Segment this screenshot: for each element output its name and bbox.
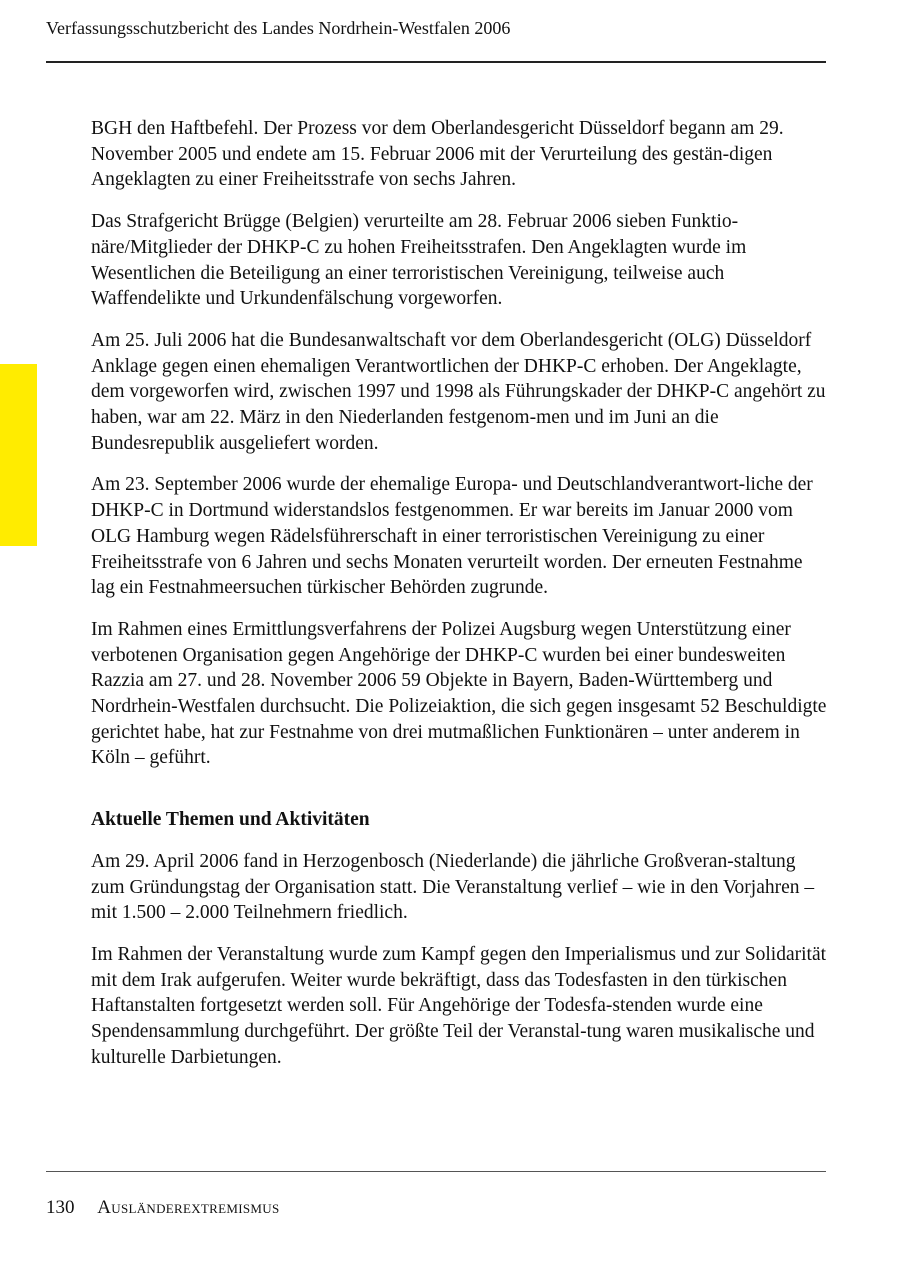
header-divider bbox=[46, 61, 826, 63]
page-footer bbox=[46, 1196, 826, 1220]
page-body bbox=[91, 116, 828, 1087]
section-heading: Aktuelle Themen und Aktivitäten bbox=[91, 809, 370, 831]
chapter-marker-tab bbox=[0, 364, 37, 546]
paragraph: BGH den Haftbefehl. Der Prozess vor dem Oberlandesgericht Düsseldorf begann am 29. November 2005 und endete am 15. Februar 2006 mit der Verurteilung des gestän-digen Angeklagten zu einer Freiheitsstrafe von sechs Jahren. bbox=[91, 118, 784, 191]
page-number: 130 bbox=[46, 1197, 75, 1218]
paragraph: Am 23. September 2006 wurde der ehemalige Europa- und Deutschlandverantwort-liche der DHKP-C in Dortmund widerstandslos festgenommen. Er war bereits im Januar 2000 vom OLG Hamburg wegen Rädelsführerschaft in einer terroristischen Vereinigung zu einer Freiheitsstrafe von 6 Jahren und sechs Monaten verurteilt worden. Der erneuten Festnahme lag ein Festnahmeersuchen türkischer Behörden zugrunde. bbox=[91, 474, 813, 599]
section-title: Ausländerextremismus bbox=[97, 1197, 280, 1218]
running-header: Verfassungsschutzbericht des Landes Nordrhein-Westfalen 2006 bbox=[46, 18, 511, 38]
paragraph: Im Rahmen eines Ermittlungsverfahrens der Polizei Augsburg wegen Unterstützung einer verbotenen Organisation gegen Angehörige der DHKP-C wurden bei einer bundesweiten Razzia am 27. und 28. November 2006 59 Objekte in Bayern, Baden-Württemberg und Nordrhein-Westfalen durchsucht. Die Polizeiaktion, die sich gegen insgesamt 52 Beschuldigte gerichtet habe, hat zur Festnahme von drei mutmaßlichen Funktionären – unter anderem in Köln – geführt. bbox=[91, 618, 827, 769]
paragraph: Am 29. April 2006 fand in Herzogenbosch (Niederlande) die jährliche Großveran-staltung zum Gründungstag der Organisation statt. Die Veranstaltung verlief – wie in den Vorjahren – mit 1.500 – 2.000 Teilnehmern friedlich. bbox=[91, 850, 815, 924]
footer-divider bbox=[46, 1171, 826, 1172]
paragraph: Am 25. Juli 2006 hat die Bundesanwaltschaft vor dem Oberlandesgericht (OLG) Düsseldorf Anklage gegen einen ehemaligen Verantwortlichen der DHKP-C erhoben. Der Angeklagte, dem vorgeworfen wird, zwischen 1997 und 1998 als Führungskader der DHKP-C angehört zu haben, war am 22. März in den Niederlanden festgenom-men und im Juni an die Bundesrepublik ausgeliefert worden. bbox=[91, 329, 826, 454]
paragraph: Das Strafgericht Brügge (Belgien) verurteilte am 28. Februar 2006 sieben Funktio-näre/Mitglieder der DHKP-C zu hohen Freiheitsstrafen. Den Angeklagten wurde im Wesentlichen die Beteiligung an einer terroristischen Vereinigung, teilweise auch Waffendelikte und Urkundenfälschung vorgeworfen. bbox=[91, 211, 747, 310]
paragraph: Im Rahmen der Veranstaltung wurde zum Kampf gegen den Imperialismus und zur Solidarität mit dem Irak aufgerufen. Weiter wurde bekräftigt, dass das Todesfasten in den türkischen Haftanstalten fortgesetzt werden soll. Für Angehörige der Todesfa-stenden wurde eine Spendensammlung durchgeführt. Der größte Teil der Veranstal-tung waren musikalische und kulturelle Darbietungen. bbox=[91, 943, 827, 1068]
